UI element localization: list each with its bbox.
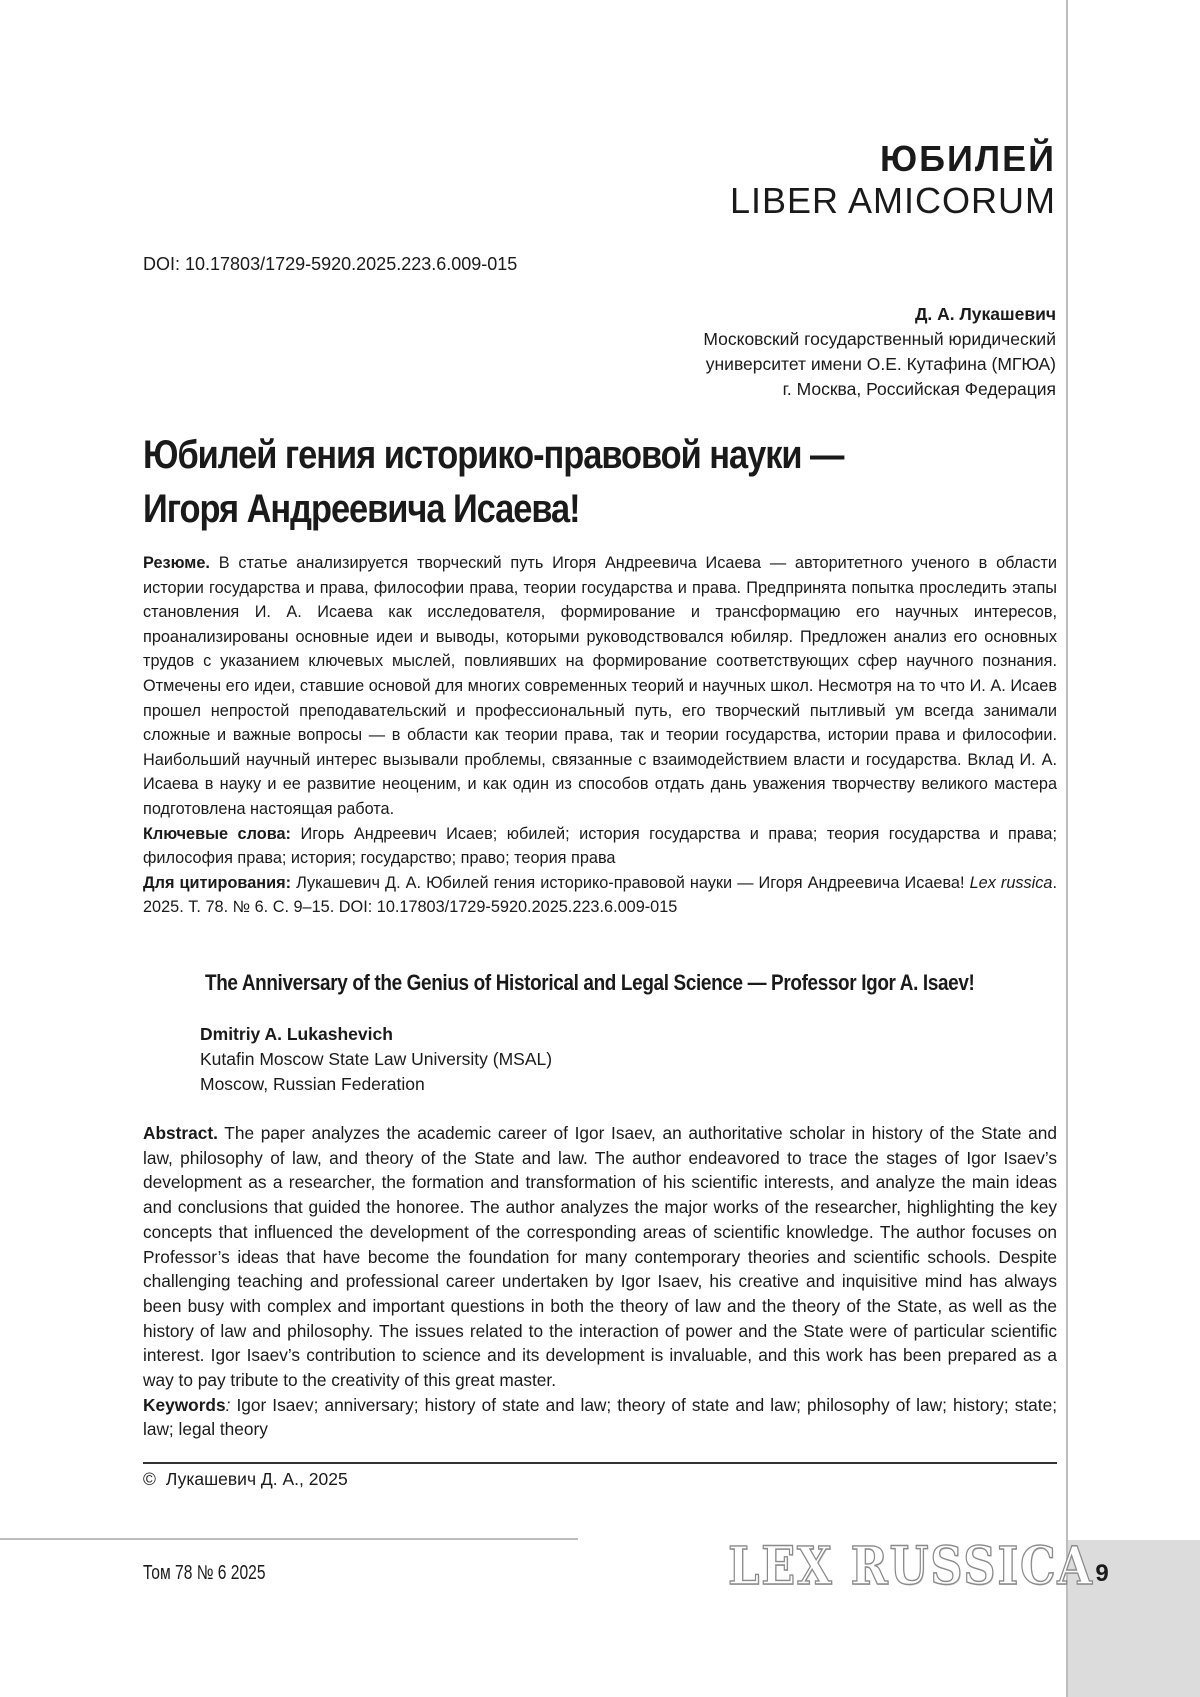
keywords-en-paragraph [143, 1393, 1057, 1442]
keywords-ru-label: Ключевые слова: [143, 825, 291, 843]
author-name-en: Dmitriy A. Lukashevich [200, 1022, 552, 1047]
copyright-rule [143, 1462, 1057, 1464]
abstract-ru-label: Резюме. [143, 554, 210, 572]
keywords-en-colon: : [226, 1395, 231, 1415]
copyright-line [143, 1469, 348, 1490]
author-city-en: Moscow, Russian Federation [200, 1072, 552, 1097]
doi-line: DOI: 10.17803/1729-5920.2025.223.6.009-015 [143, 254, 517, 275]
citation-text: Лукашевич Д. А. Юбилей гения историко-правовой науки — Игоря Андреевича Исаева! [296, 874, 964, 892]
author-affiliation-line-2: университет имени О.Е. Кутафина (МГЮА) [703, 352, 1056, 377]
journal-issue: Том 78 № 6 2025 [143, 1562, 266, 1585]
right-margin-rule [1066, 0, 1068, 1697]
article-title-ru-line-2: Игоря Андреевича Исаева! [143, 482, 934, 536]
abstract-en [143, 1121, 1057, 1442]
article-title-ru-line-1: Юбилей гения историко-правовой науки — [143, 428, 934, 482]
citation-rest: . 2025. Т. 78. № 6. С. 9–15. DOI: 10.17803/1729-5920.2025.223.6.009-015 [143, 874, 1057, 917]
author-block-ru [703, 302, 1056, 402]
section-header [730, 138, 1056, 222]
page-number: 9 [1068, 1560, 1136, 1588]
citation-journal: Lex russica [970, 874, 1053, 892]
article-title-en: The Anniversary of the Genius of Historical and Legal Science — Professor Igor A. Isaev! [205, 968, 979, 998]
author-city-ru: г. Москва, Российская Федерация [703, 377, 1056, 402]
copyright-text: Лукашевич Д. А., 2025 [166, 1469, 348, 1489]
citation-label: Для цитирования: [143, 874, 291, 892]
author-affiliation-en: Kutafin Moscow State Law University (MSAL) [200, 1047, 552, 1072]
article-title-ru [143, 428, 934, 536]
abstract-en-label: Abstract. [143, 1123, 218, 1143]
abstract-en-paragraph [143, 1121, 1057, 1393]
author-affiliation-line-1: Московский государственный юридический [703, 327, 1056, 352]
footer-rule [0, 1538, 578, 1540]
keywords-ru-paragraph [143, 822, 1057, 871]
abstract-ru-text: В статье анализируется творческий путь Игоря Андреевича Исаева — авторитетного ученого в области истории государства и права, философии права, теории государства и права. Предпринята попытка проследить этапы становления И. А. Исаева как исследователя, формирование и трансформацию его научных интересов, проанализированы основные идеи и выводы, которыми руководствовался юбиляр. Предложен анализ его основных трудов с указанием ключевых мыслей, повлиявших на формирование соответствующих сфер научного познания. Отмечены его идеи, ставшие основой для многих современных теорий и научных школ. Несмотря на то что И. А. Исаев прошел непростой преподавательский и профессиональный путь, его творческий пытливый ум всегда занимали сложные и важные вопросы — в области как теории права, так и теории государства, истории права и философии. Наибольший научный интерес вызывали проблемы, связанные с взаимодействием власти и государства. Вклад И. А. Исаева в науку и ее развитие неоценим, и как один из способов отдать дань уважения творчеству великого мастера подготовлена настоящая работа. [143, 554, 1057, 818]
author-name-ru: Д. А. Лукашевич [703, 302, 1056, 327]
keywords-en-text: Igor Isaev; anniversary; history of state and law; theory of state and law; philosophy of law; history; state; law; legal theory [143, 1395, 1057, 1440]
abstract-ru [143, 551, 1057, 920]
keywords-ru-text: Игорь Андреевич Исаев; юбилей; история государства и права; теория государства и права; философия права; история; государство; право; теория права [143, 825, 1057, 868]
citation-paragraph [143, 871, 1057, 920]
author-block-en [200, 1022, 552, 1097]
abstract-en-text: The paper analyzes the academic career of Igor Isaev, an authoritative scholar in history of the State and law, philosophy of law, and theory of the State and law. The author endeavored to trace the stages of Igor Isaev’s development as a researcher, the formation and transformation of his scientific interests, and analyze the main ideas and conclusions that guided the honoree. The author analyzes the major works of the researcher, highlighting the key concepts that influenced the development of the corresponding areas of scientific knowledge. The author focuses on Professor’s ideas that have become the foundation for many contemporary theories and scientific schools. Despite challenging teaching and professional career undertaken by Igor Isaev, his creative and inquisitive mind has always been busy with complex and important questions in both the theory of law and the theory of the State, as well as the history of law and philosophy. The issues related to the interaction of power and the State were of particular scientific interest. Igor Isaev’s contribution to science and its development is invaluable, and this work has been prepared as a way to pay tribute to the creativity of this great master. [143, 1123, 1057, 1390]
journal-logo: LEX RUSSICA [728, 1536, 990, 1596]
keywords-en-label: Keywords [143, 1395, 226, 1415]
copyright-symbol: © [143, 1469, 156, 1489]
section-title-en: LIBER AMICORUM [730, 180, 1056, 222]
section-title-ru: ЮБИЛЕЙ [730, 138, 1056, 180]
abstract-ru-paragraph [143, 551, 1057, 822]
